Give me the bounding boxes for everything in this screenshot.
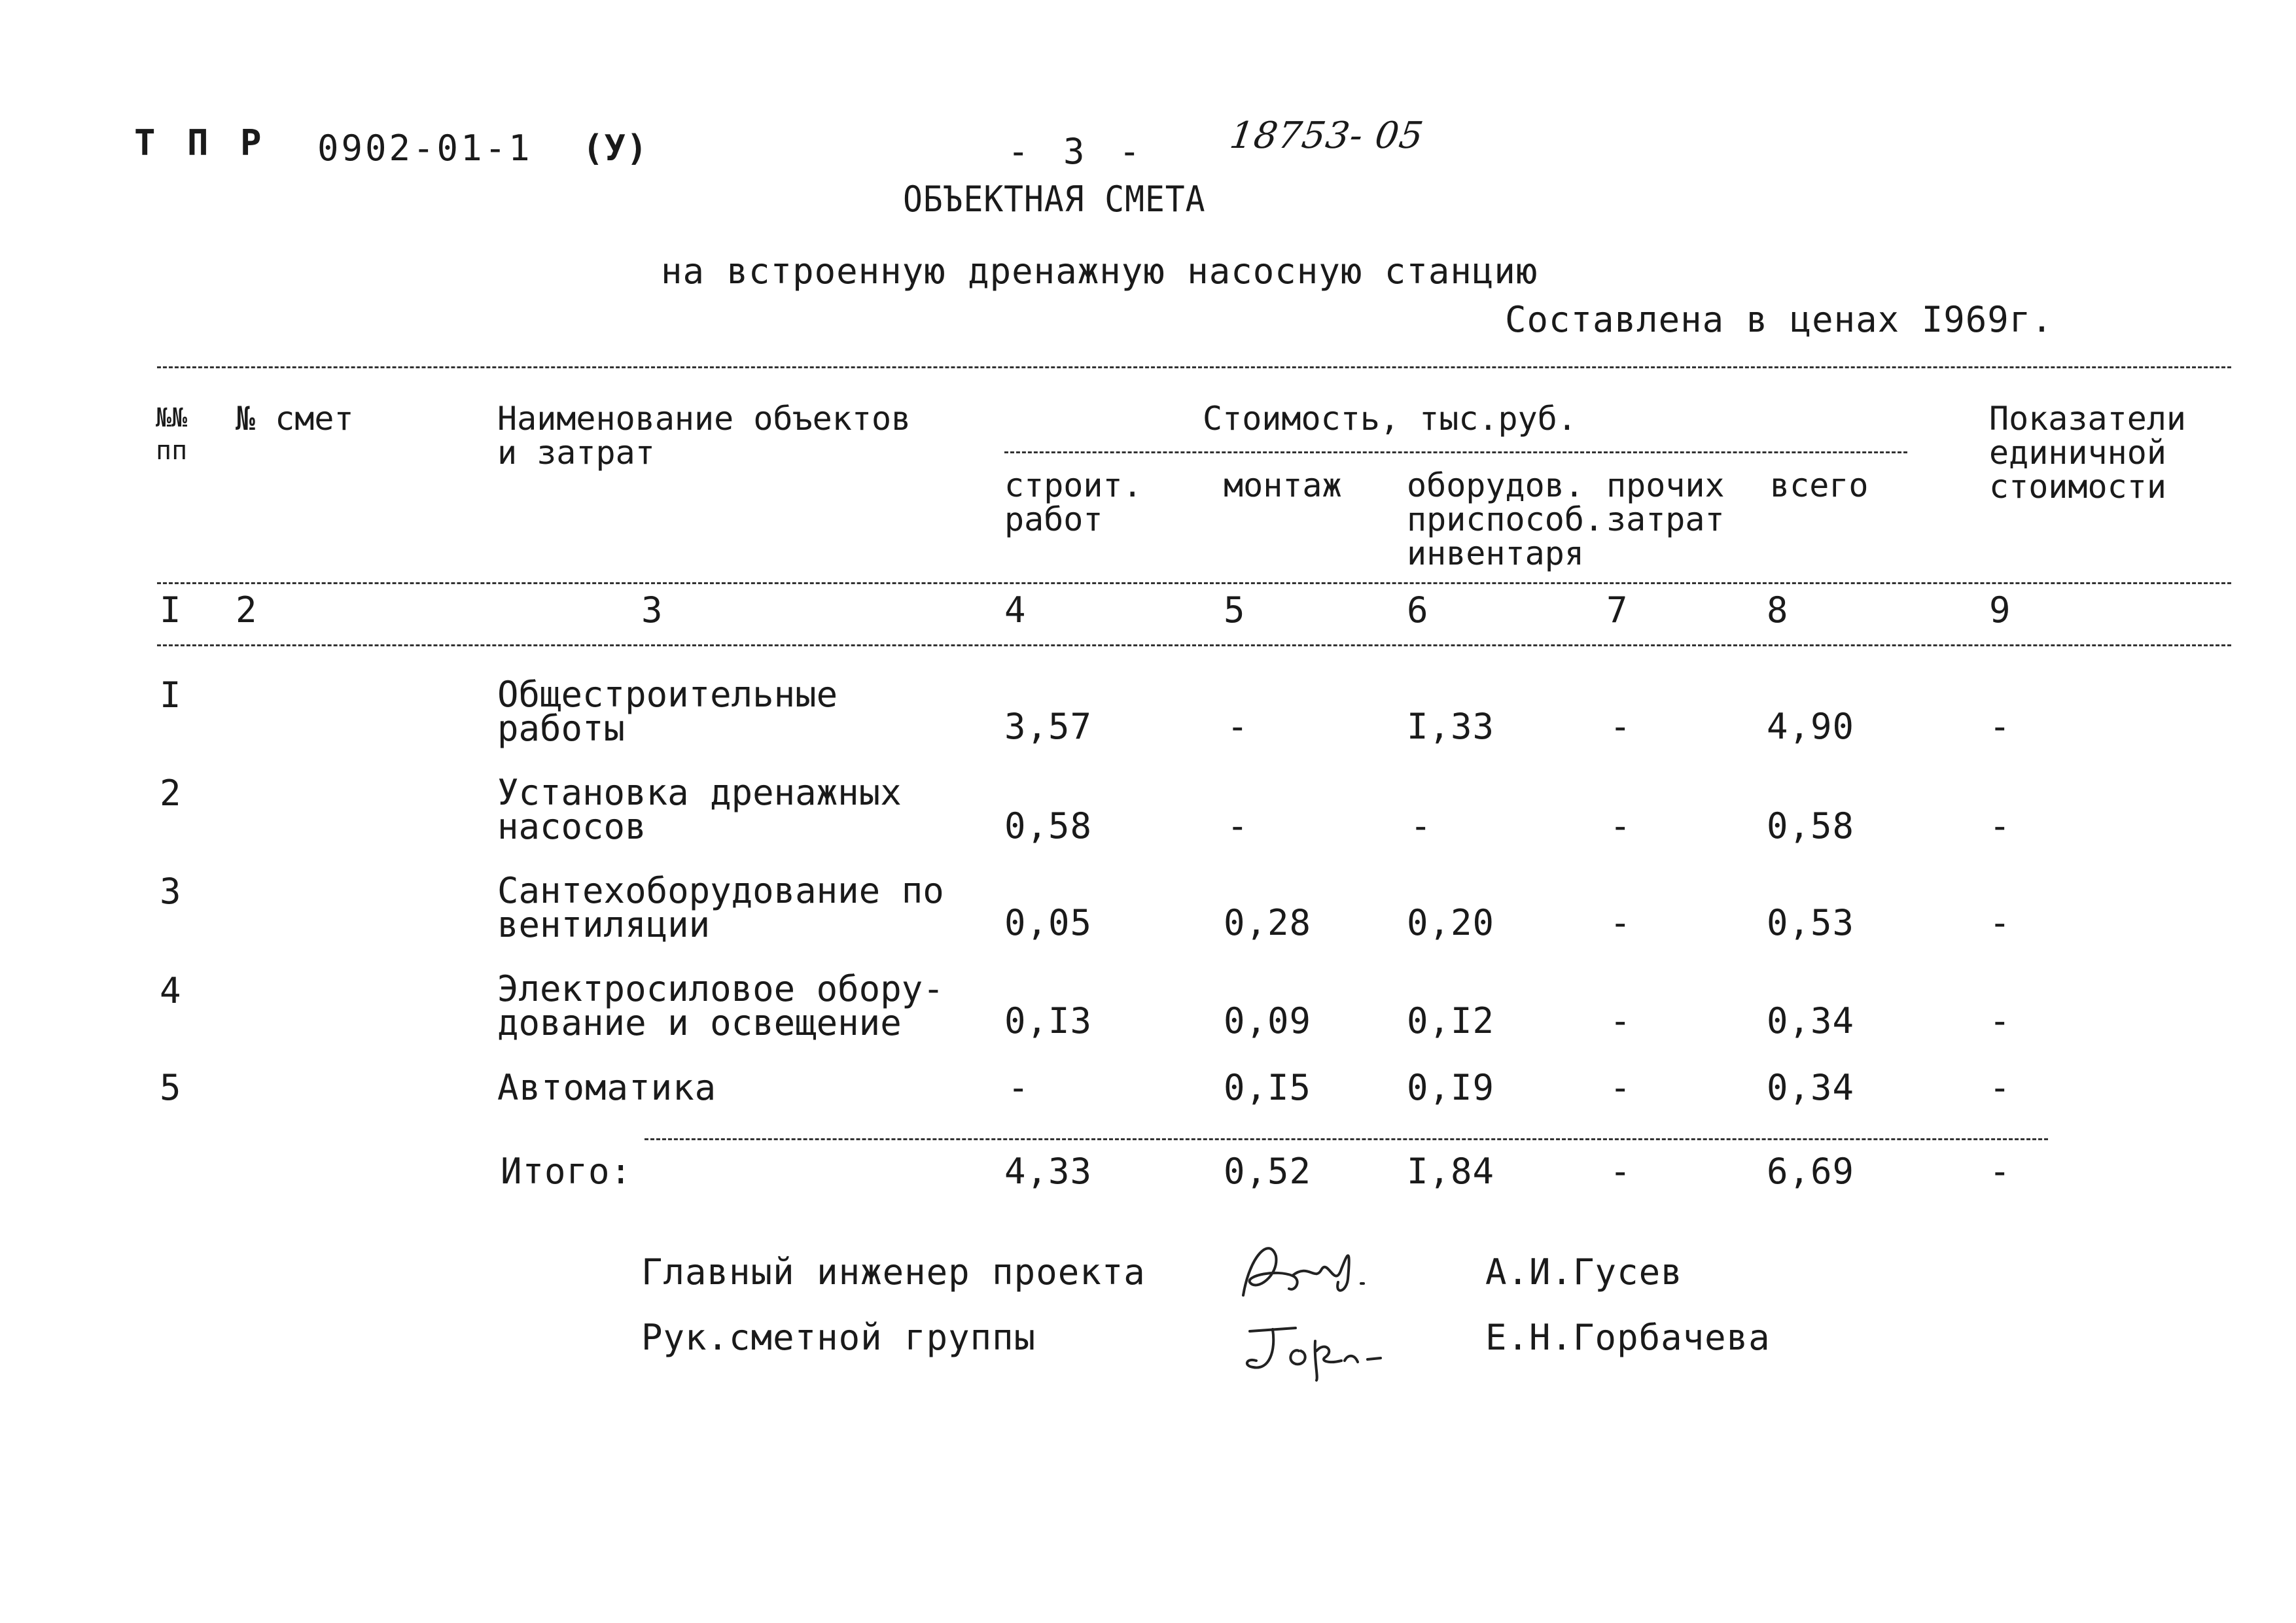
row-name: Установка дренажных насосов [497,772,902,847]
row-construction: 0,I3 [1004,1000,1093,1041]
doc-code: 0902-01-1 [317,128,533,169]
row-other-costs: - [1610,805,1632,846]
page-title: ОБЪЕКТНАЯ СМЕТА [903,179,1206,220]
row-unit-cost: - [1989,902,2011,943]
header-total: всего [1770,466,1869,504]
row-unit-cost: - [1989,1000,2011,1041]
signature-estimate-lead [1237,1315,1387,1387]
col-number-2: 2 [236,589,258,631]
cost-group-rule [1004,451,1907,453]
header-estimate-number: № смет [236,400,354,438]
row-equipment: - [1410,805,1432,846]
doc-variant: (У) [582,128,648,169]
handwritten-number: 18753- 05 [1227,114,1426,157]
row-number: 5 [160,1067,182,1108]
row-installation: 0,28 [1224,902,1312,943]
row-other-costs: - [1610,1067,1632,1108]
row-installation: - [1227,805,1249,846]
row-number: 2 [160,773,182,814]
header-construction: строит. работ [1004,466,1142,538]
col-number-6: 6 [1407,589,1429,631]
row-construction: 0,05 [1004,902,1093,943]
row-equipment: 0,I9 [1407,1067,1495,1108]
page-number: - 3 - [1008,131,1147,172]
row-unit-cost: - [1989,706,2011,747]
row-construction: 0,58 [1004,805,1093,846]
row-total: 0,58 [1767,805,1855,846]
page-subtitle: на встроенную дренажную насосную станцию [661,251,1538,292]
total-sum: 6,69 [1767,1151,1855,1192]
row-installation: 0,09 [1224,1000,1312,1041]
row-construction: - [1008,1067,1030,1108]
row-other-costs: - [1610,706,1632,747]
header-other-costs: прочих затрат [1606,466,1725,538]
signer-role-chief-engineer: Главный инженер проекта [641,1251,1146,1293]
row-total: 0,34 [1767,1067,1855,1108]
row-equipment: 0,20 [1407,902,1495,943]
header-bottom-rule [157,582,2231,584]
col-number-9: 9 [1989,589,2011,631]
row-name: Электросиловое обору- дование и освещение [497,968,944,1043]
row-total: 4,90 [1767,706,1855,747]
row-number: 4 [160,970,182,1011]
signer-name-chief-engineer: А.И.Гусев [1485,1251,1683,1293]
row-name: Автоматика [497,1067,717,1108]
total-installation: 0,52 [1224,1151,1312,1192]
col-numbers-rule [157,644,2231,646]
total-other-costs: - [1610,1151,1632,1192]
table-top-rule [157,366,2231,368]
signature-chief-engineer [1230,1230,1381,1315]
row-equipment: 0,I2 [1407,1000,1495,1041]
row-equipment: I,33 [1407,706,1495,747]
row-number: I [160,674,182,716]
col-number-8: 8 [1767,589,1789,631]
signer-role-estimate-lead: Рук.сметной группы [641,1317,1036,1358]
col-number-1: I [160,589,182,631]
total-unit-cost: - [1989,1151,2011,1192]
doc-prefix: Т П Р [134,122,267,164]
row-installation: 0,I5 [1224,1067,1312,1108]
total-equipment: I,84 [1407,1151,1495,1192]
col-number-3: 3 [641,589,663,631]
col-number-7: 7 [1606,589,1629,631]
prices-note: Составлена в ценах I969г. [1505,299,2053,340]
signer-name-estimate-lead: Е.Н.Горбачева [1485,1317,1771,1358]
row-construction: 3,57 [1004,706,1093,747]
total-label: Итого: [501,1151,633,1192]
col-number-5: 5 [1224,589,1246,631]
row-name: Общестроительные работы [497,674,838,749]
total-rule [645,1138,2048,1140]
row-total: 0,53 [1767,902,1855,943]
header-cost-group: Стоимость, тыс.руб. [1203,400,1577,438]
total-construction: 4,33 [1004,1151,1093,1192]
row-other-costs: - [1610,902,1632,943]
row-installation: - [1227,706,1249,747]
header-unit-cost: Показатели единичной стоимости [1989,400,2187,506]
header-object-name: Наименование объектов и затрат [497,400,911,472]
row-number: 3 [160,871,182,912]
row-total: 0,34 [1767,1000,1855,1041]
header-row-number: №№ пп [156,403,188,466]
row-unit-cost: - [1989,805,2011,846]
row-name: Сантехоборудование по вентиляции [497,870,944,945]
header-installation: монтаж [1224,466,1342,504]
header-equipment: оборудов. приспособ. инвентаря [1407,466,1604,572]
col-number-4: 4 [1004,589,1027,631]
row-unit-cost: - [1989,1067,2011,1108]
row-other-costs: - [1610,1000,1632,1041]
